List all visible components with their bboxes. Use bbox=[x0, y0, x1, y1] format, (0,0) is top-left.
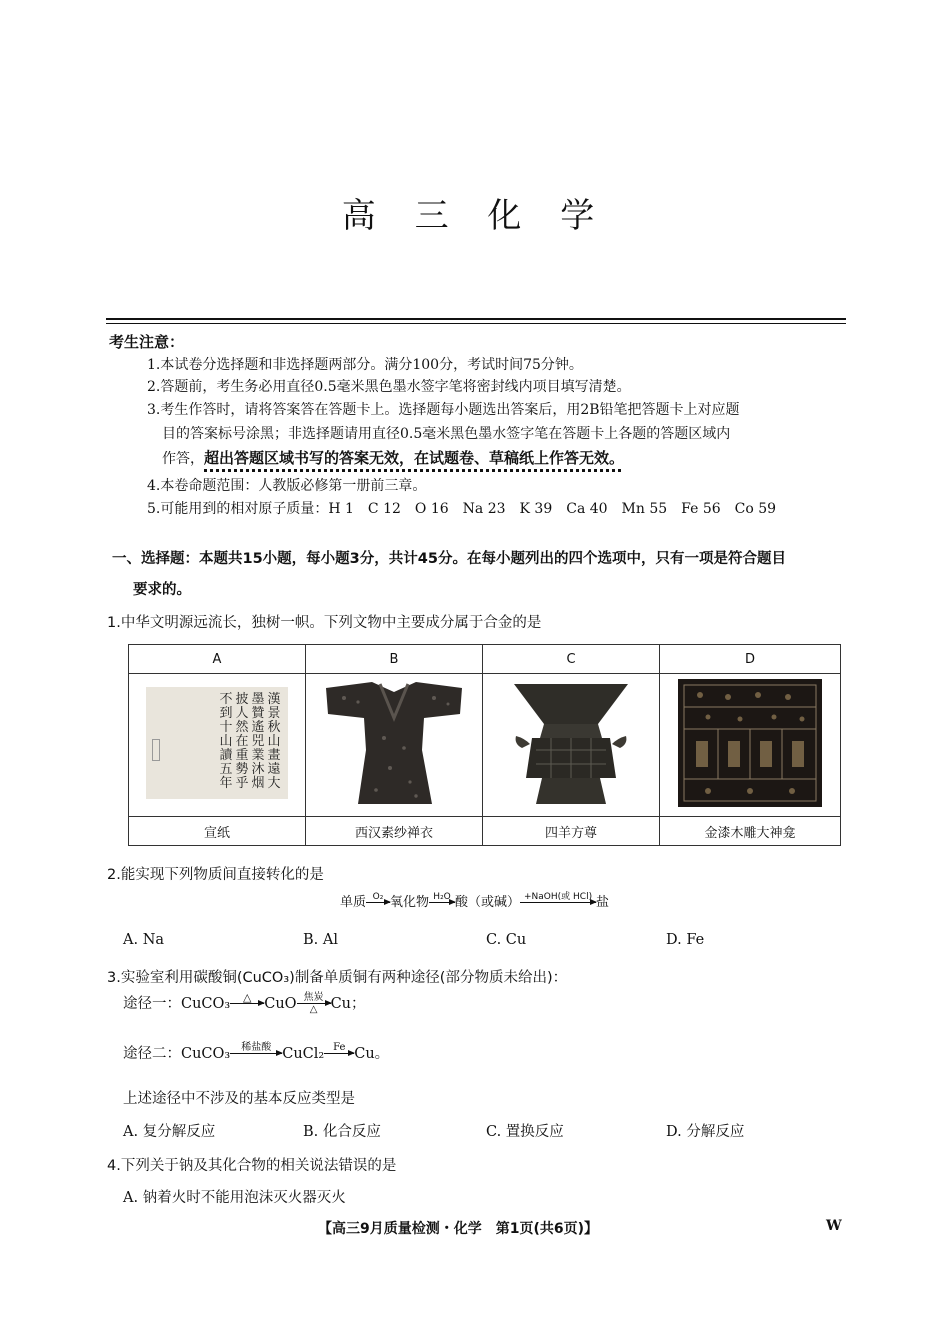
question-3-stem: 3.实验室利用碳酸铜(CuCO₃)制备单质铜有两种途径(部分物质未给出)： bbox=[107, 970, 568, 986]
route-2-arrow-1 bbox=[230, 1043, 282, 1065]
q2-option-c[interactable]: C. Cu bbox=[486, 932, 527, 948]
q3-option-c[interactable]: C. 置换反应 bbox=[486, 1124, 564, 1140]
route-1 bbox=[123, 992, 366, 1015]
footer-mark: W bbox=[826, 1218, 842, 1234]
chain-arrow-1 bbox=[366, 892, 390, 914]
calligraphy-char: 讀 bbox=[219, 748, 233, 763]
calligraphy-char: 重 bbox=[235, 748, 249, 763]
calligraphy-char: 人 bbox=[235, 706, 249, 721]
image-cell-d bbox=[660, 674, 841, 817]
calligraphy-char: 披 bbox=[235, 692, 249, 707]
chain-arrow-1-label: O₂ bbox=[372, 891, 384, 902]
chain-acid-base: 酸（或碱） bbox=[455, 895, 521, 910]
divider-top bbox=[106, 318, 846, 320]
q2-option-a[interactable]: A. Na bbox=[123, 932, 165, 948]
artifact-label-d: 金漆木雕大神龛 bbox=[660, 817, 841, 846]
section-heading: 一、选择题：本题共15小题，每小题3分，共计45分。在每小题列出的四个选项中，只有一项是符合题目 bbox=[112, 551, 786, 567]
question-2-stem: 2.能实现下列物质间直接转化的是 bbox=[107, 867, 324, 883]
column-header-a: A bbox=[129, 645, 306, 674]
artifact-label-b: 西汉素纱禅衣 bbox=[306, 817, 483, 846]
notice-item-3-cont: 目的答案标号涂黑；非选择题请用直径0.5毫米黑色墨水签字笔在答题卡上各题的答题区域内 bbox=[162, 426, 731, 442]
route-1-arrow-2 bbox=[297, 993, 331, 1015]
route-2-arrow-2 bbox=[324, 1043, 354, 1065]
image-cell-c bbox=[483, 674, 660, 817]
notice-item-1: 1.本试卷分选择题和非选择题两部分。满分100分，考试时间75分钟。 bbox=[147, 357, 583, 373]
calligraphy-char: 遠 bbox=[267, 762, 281, 777]
calligraphy-char: 然 bbox=[235, 720, 249, 735]
question-3-ask: 上述途径中不涉及的基本反应类型是 bbox=[123, 1091, 355, 1107]
chain-arrow-3 bbox=[520, 892, 596, 914]
artifact-table bbox=[128, 644, 841, 846]
chain-arrow-2 bbox=[429, 892, 455, 914]
calligraphy-char: 山 bbox=[219, 734, 233, 749]
seal-icon bbox=[152, 739, 160, 761]
calligraphy-char: 墨 bbox=[251, 692, 265, 707]
route-2 bbox=[123, 1042, 389, 1065]
calligraphy-char: 在 bbox=[235, 734, 249, 749]
question-4-stem: 4.下列关于钠及其化合物的相关说法错误的是 bbox=[107, 1158, 397, 1174]
question-1-stem: 1.中华文明源远流长，独树一帜。下列文物中主要成分属于合金的是 bbox=[107, 615, 542, 631]
calligraphy-char: 到 bbox=[219, 706, 233, 721]
calligraphy-char: 業 bbox=[251, 748, 265, 763]
route-1-start: 途径一：CuCO₃ bbox=[123, 996, 231, 1012]
route-2-end: Cu。 bbox=[354, 1046, 390, 1062]
calligraphy-char: 兕 bbox=[251, 734, 265, 749]
route-2-start: 途径二：CuCO₃ bbox=[123, 1046, 231, 1062]
q2-option-d[interactable]: D. Fe bbox=[666, 932, 705, 948]
column-header-b: B bbox=[306, 645, 483, 674]
image-cell-a bbox=[129, 674, 306, 817]
calligraphy-char: 五 bbox=[219, 762, 233, 777]
divider-bottom bbox=[106, 323, 846, 324]
route-1-arrow-2-below: △ bbox=[309, 1004, 318, 1015]
calligraphy-char: 畫 bbox=[267, 748, 281, 763]
chain-elemental: 单质 bbox=[340, 895, 367, 910]
calligraphy-char: 年 bbox=[219, 776, 233, 791]
route-2-mid: CuCl₂ bbox=[282, 1046, 325, 1062]
conversion-chain bbox=[340, 891, 609, 914]
calligraphy-char: 山 bbox=[267, 734, 281, 749]
calligraphy-char: 十 bbox=[219, 720, 233, 735]
calligraphy-char: 勢 bbox=[235, 762, 249, 777]
q2-option-b[interactable]: B. Al bbox=[303, 932, 338, 948]
chain-arrow-3-label: +NaOH(或 HCl) bbox=[524, 891, 593, 902]
q3-option-a[interactable]: A. 复分解反应 bbox=[123, 1124, 216, 1140]
carved-shrine-image bbox=[678, 679, 822, 807]
calligraphy-char: 贊 bbox=[251, 706, 265, 721]
page-title: 高 三 化 学 bbox=[341, 196, 609, 236]
route-2-arrow-1-label: 稀盐酸 bbox=[241, 1042, 272, 1053]
calligraphy-char: 景 bbox=[267, 706, 281, 721]
route-1-end: Cu； bbox=[330, 996, 366, 1012]
route-1-arrow-1 bbox=[230, 993, 264, 1015]
page-footer: 【高三9月质量检测・化学 第1页(共6页)】 bbox=[318, 1221, 599, 1237]
calligraphy-char: 大 bbox=[267, 776, 281, 791]
q3-option-d[interactable]: D. 分解反应 bbox=[666, 1124, 745, 1140]
route-1-arrow-2-label: 焦炭 bbox=[303, 992, 324, 1003]
notice-item-3-tail bbox=[162, 448, 624, 469]
bronze-vessel-image bbox=[506, 678, 636, 808]
calligraphy-char: 不 bbox=[219, 692, 233, 707]
notice-item-3: 3.考生作答时，请将答案答在答题卡上。选择题每小题选出答案后，用2B铅笔把答题卡上对应题 bbox=[147, 402, 740, 418]
notice-item-4: 4.本卷命题范围：人教版必修第一册前三章。 bbox=[147, 478, 427, 494]
route-1-arrow-1-label: △ bbox=[243, 991, 252, 1004]
q4-option-a[interactable]: A. 钠着火时不能用泡沫灭火器灭火 bbox=[123, 1190, 346, 1206]
artifact-label-a: 宣纸 bbox=[129, 817, 306, 846]
column-header-c: C bbox=[483, 645, 660, 674]
route-2-arrow-2-label: Fe bbox=[333, 1042, 346, 1053]
image-cell-b bbox=[306, 674, 483, 817]
artifact-label-c: 四羊方尊 bbox=[483, 817, 660, 846]
chain-salt: 盐 bbox=[596, 895, 610, 910]
calligraphy-char: 遙 bbox=[251, 720, 265, 735]
q3-option-b[interactable]: B. 化合反应 bbox=[303, 1124, 381, 1140]
notice-heading: 考生注意： bbox=[109, 333, 185, 351]
notice-item-3-tail-prefix: 作答， bbox=[162, 451, 204, 467]
notice-item-2: 2.答题前，考生务必用直径0.5毫米黑色墨水签字笔将密封线内项目填写清楚。 bbox=[147, 379, 631, 395]
calligraphy-char: 烟 bbox=[251, 776, 265, 791]
chain-arrow-2-label: H₂O bbox=[433, 891, 451, 902]
notice-warning: 超出答题区域书写的答案无效，在试题卷、草稿纸上作答无效。 bbox=[204, 449, 625, 467]
chain-oxide: 氧化物 bbox=[390, 895, 430, 910]
calligraphy-image bbox=[146, 687, 288, 799]
calligraphy-char: 漢 bbox=[267, 692, 281, 707]
calligraphy-char: 秋 bbox=[267, 720, 281, 735]
calligraphy-char: 乎 bbox=[235, 776, 249, 791]
column-header-d: D bbox=[660, 645, 841, 674]
notice-item-5: 5.可能用到的相对原子质量：H 1 C 12 O 16 Na 23 K 39 Ca 40 Mn 55 Fe 56 Co 59 bbox=[147, 501, 777, 517]
calligraphy-grid bbox=[164, 693, 282, 793]
route-1-mid: CuO bbox=[264, 996, 297, 1012]
section-heading-cont: 要求的。 bbox=[133, 582, 191, 598]
silk-robe-image bbox=[324, 678, 464, 808]
calligraphy-char: 沐 bbox=[251, 762, 265, 777]
